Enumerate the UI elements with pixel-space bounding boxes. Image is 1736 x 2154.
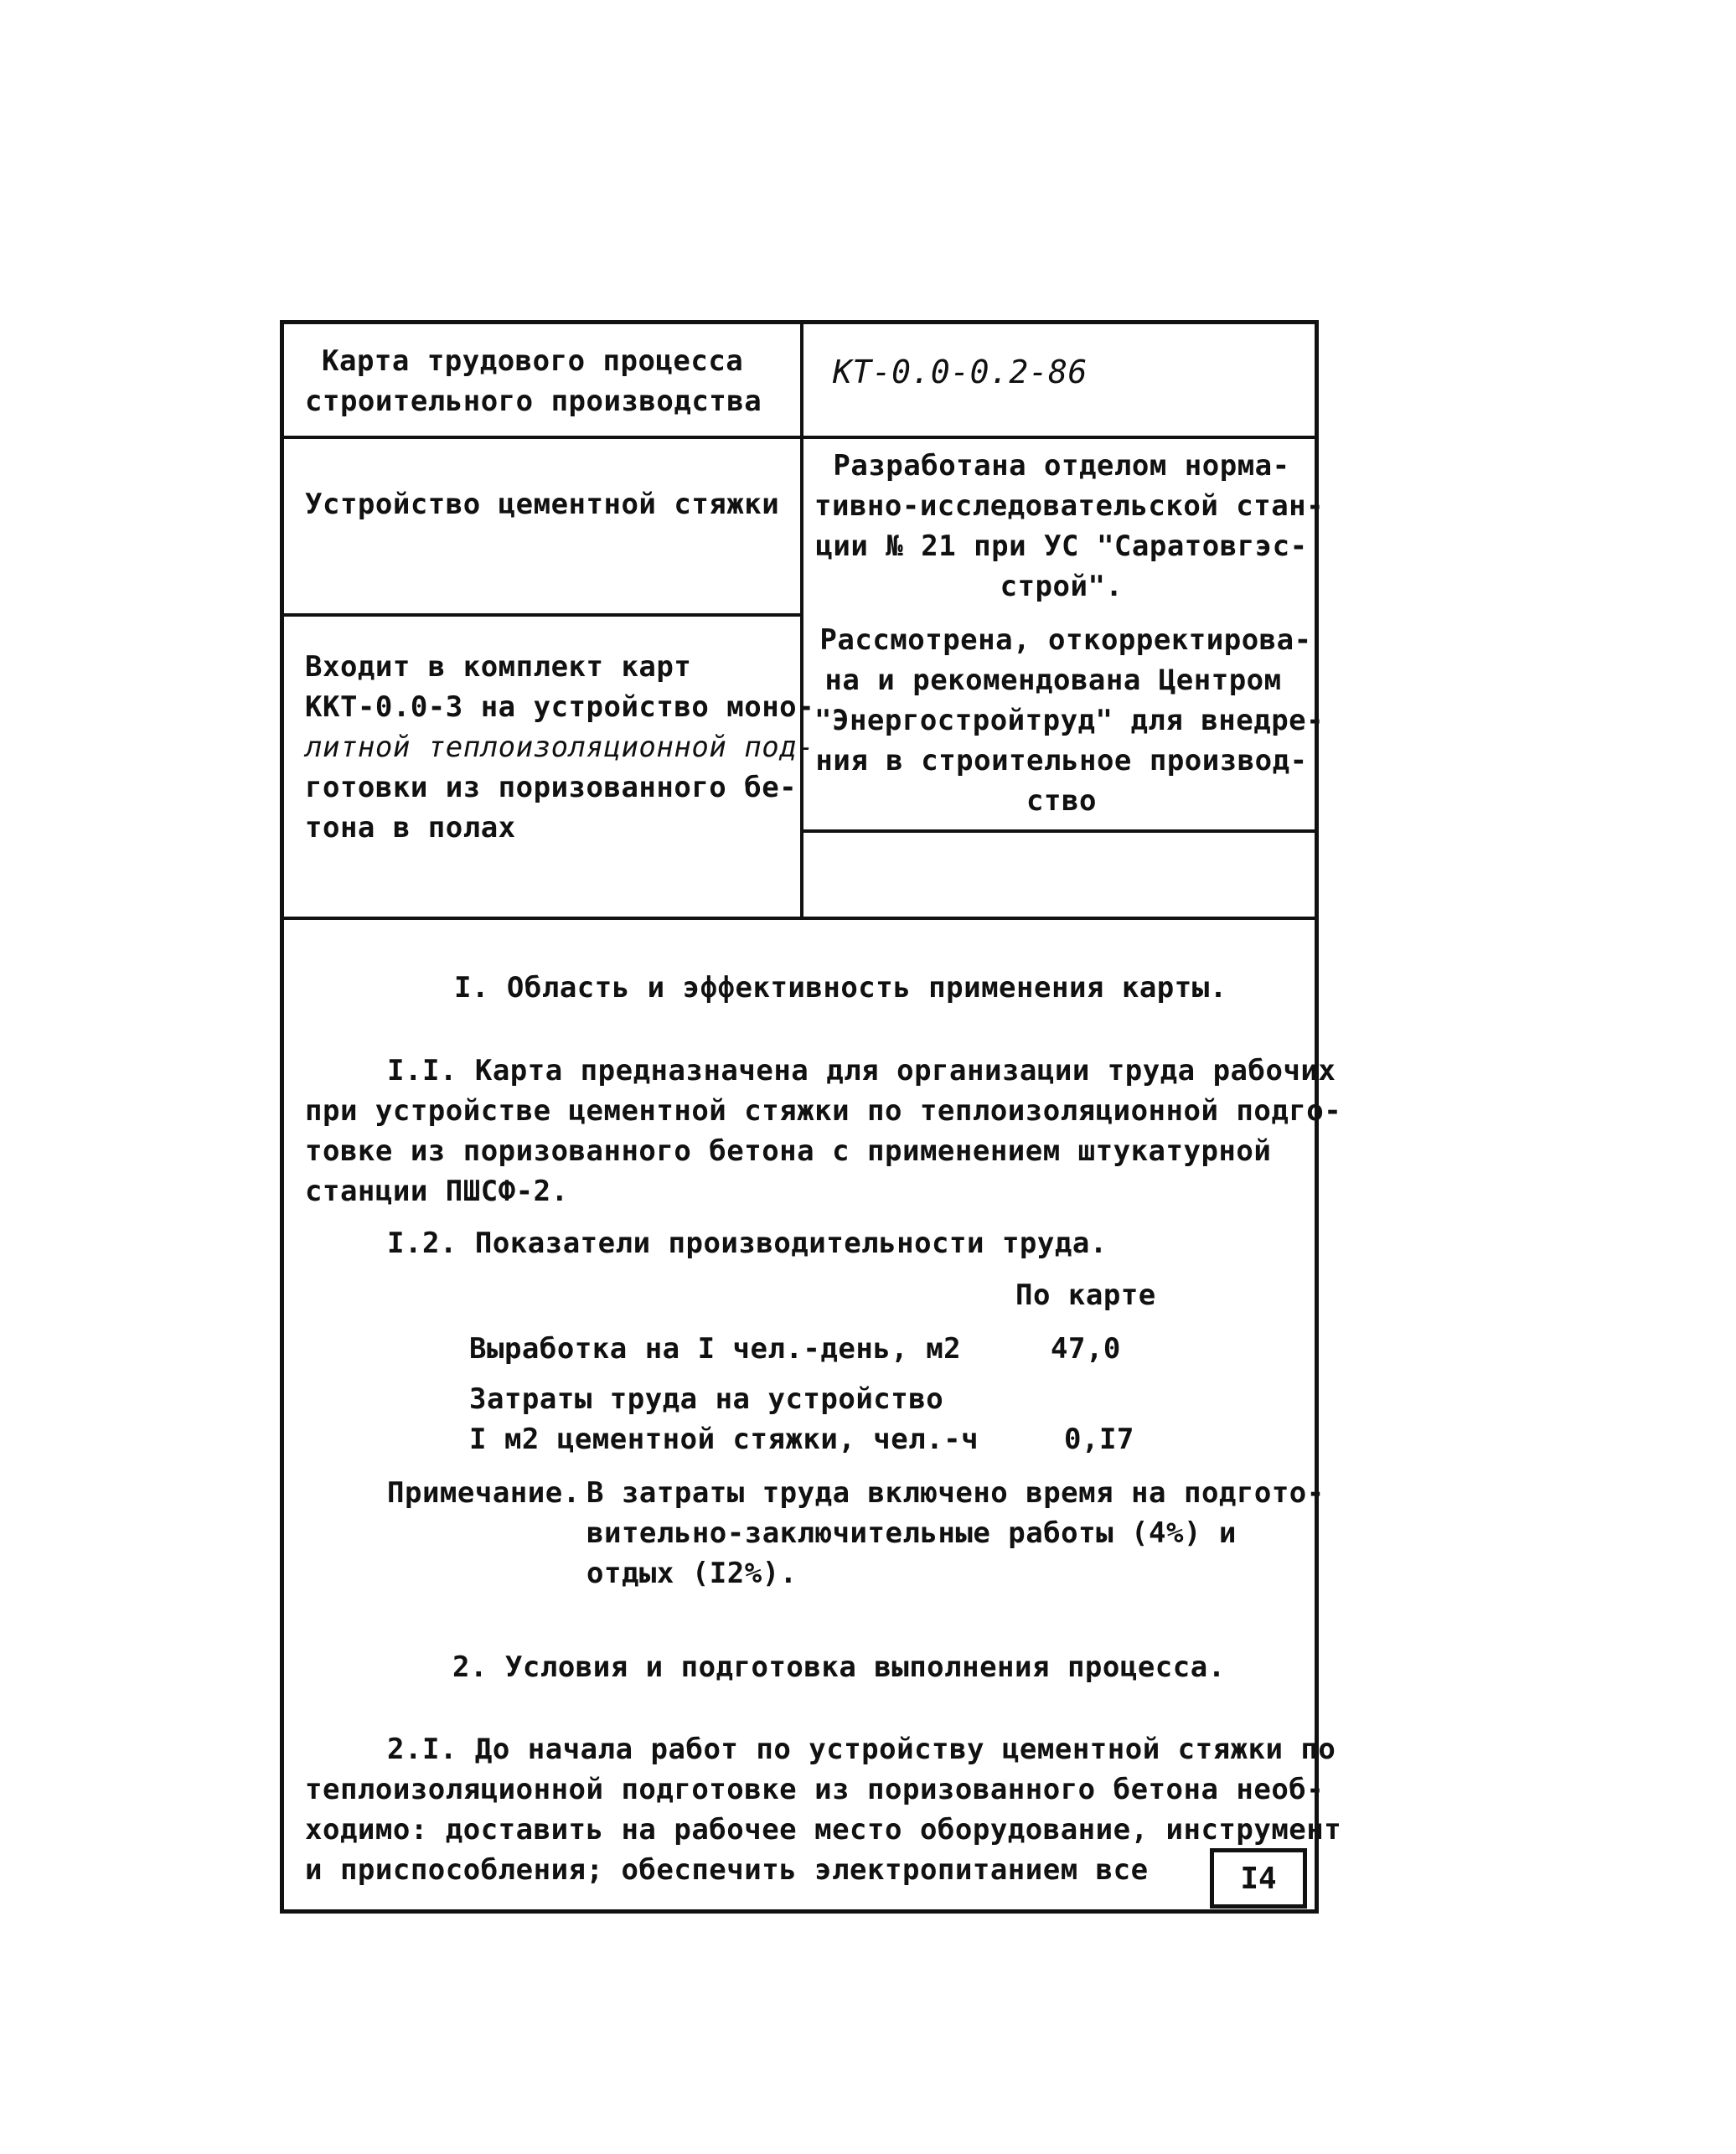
- indicator-row2-value: 0,I7: [1064, 1423, 1134, 1456]
- kit-line3: литной теплоизоляционной под-: [305, 731, 815, 764]
- paragraph-1-2: I.2. Показатели производительности труда.: [387, 1227, 1108, 1260]
- note-line3: отдых (I2%).: [586, 1557, 798, 1590]
- kit-line2: ККТ-0.0-3 на устройство моно-: [305, 690, 815, 724]
- card-title-line1: Карта трудового процесса: [322, 344, 744, 378]
- header-left-row2-divider: [280, 613, 803, 617]
- indicator-row1-value: 47,0: [1051, 1332, 1121, 1366]
- paragraph-1-1-line3: товке из поризованного бетона с применением штукатурной: [305, 1134, 1272, 1168]
- header-row1-divider-left: [280, 436, 803, 439]
- note-line1: В затраты труда включено время на подгото-: [586, 1476, 1325, 1510]
- indicator-column-header: По карте: [1015, 1278, 1156, 1312]
- paragraph-2-1-line3: ходимо: доставить на рабочее место оборудование, инструмент: [305, 1813, 1342, 1847]
- header-bottom-divider: [280, 917, 1319, 920]
- developed-by-line2: тивно-исследовательской стан-: [814, 489, 1325, 523]
- indicator-row2-label-line1: Затраты труда на устройство: [469, 1382, 944, 1416]
- indicator-row1-label: Выработка на I чел.-день, м2: [469, 1332, 962, 1366]
- developed-by-line3: ции № 21 при УС "Саратовгэс-: [815, 529, 1308, 563]
- document-code: КТ-0.0-0.2-86: [833, 354, 1088, 390]
- reviewed-by-line3: "Энергостройтруд" для внедре-: [814, 704, 1325, 737]
- subject-title: Устройство цементной стяжки: [305, 488, 780, 521]
- note-label: Примечание.: [387, 1476, 581, 1510]
- card-title-line2: строительного производства: [305, 385, 762, 418]
- section2-heading: 2. Условия и подготовка выполнения процесса.: [452, 1650, 1226, 1684]
- section1-heading: I. Область и эффективность применения карты.: [454, 971, 1227, 1005]
- reviewed-by-line4: ния в строительное производ-: [815, 744, 1308, 777]
- header-row1-divider-right: [800, 436, 1319, 439]
- page-number: I4: [1210, 1848, 1307, 1909]
- reviewed-by-line2: на и рекомендована Центром: [824, 664, 1282, 697]
- note-line2: вительно-заключительные работы (4%) и: [586, 1516, 1237, 1550]
- paragraph-1-1-line4: станции ПШСФ-2.: [305, 1175, 569, 1208]
- paragraph-2-1-line1: 2.I. До начала работ по устройству цементной стяжки по: [387, 1733, 1336, 1766]
- paragraph-2-1-line2: теплоизоляционной подготовке из поризованного бетона необ-: [305, 1773, 1325, 1806]
- developed-by-line4: строй".: [1000, 570, 1124, 603]
- kit-line5: тона в полах: [305, 811, 516, 845]
- header-right-row3-divider: [800, 829, 1319, 833]
- kit-line4: готовки из поризованного бе-: [305, 771, 798, 804]
- paragraph-1-1-line2: при устройстве цементной стяжки по теплоизоляционной подго-: [305, 1094, 1342, 1128]
- paragraph-1-1-line1: I.I. Карта предназначена для организации труда рабочих: [387, 1054, 1336, 1087]
- reviewed-by-line1: Рассмотрена, откорректирова-: [819, 623, 1312, 657]
- developed-by-line1: Разработана отделом норма-: [833, 449, 1290, 483]
- kit-line1: Входит в комплект карт: [305, 650, 692, 684]
- indicator-row2-label-line2: I м2 цементной стяжки, чел.-ч: [469, 1423, 979, 1456]
- reviewed-by-line5: ство: [1026, 784, 1097, 818]
- paragraph-2-1-line4: и приспособления; обеспечить электропитанием все: [305, 1853, 1149, 1887]
